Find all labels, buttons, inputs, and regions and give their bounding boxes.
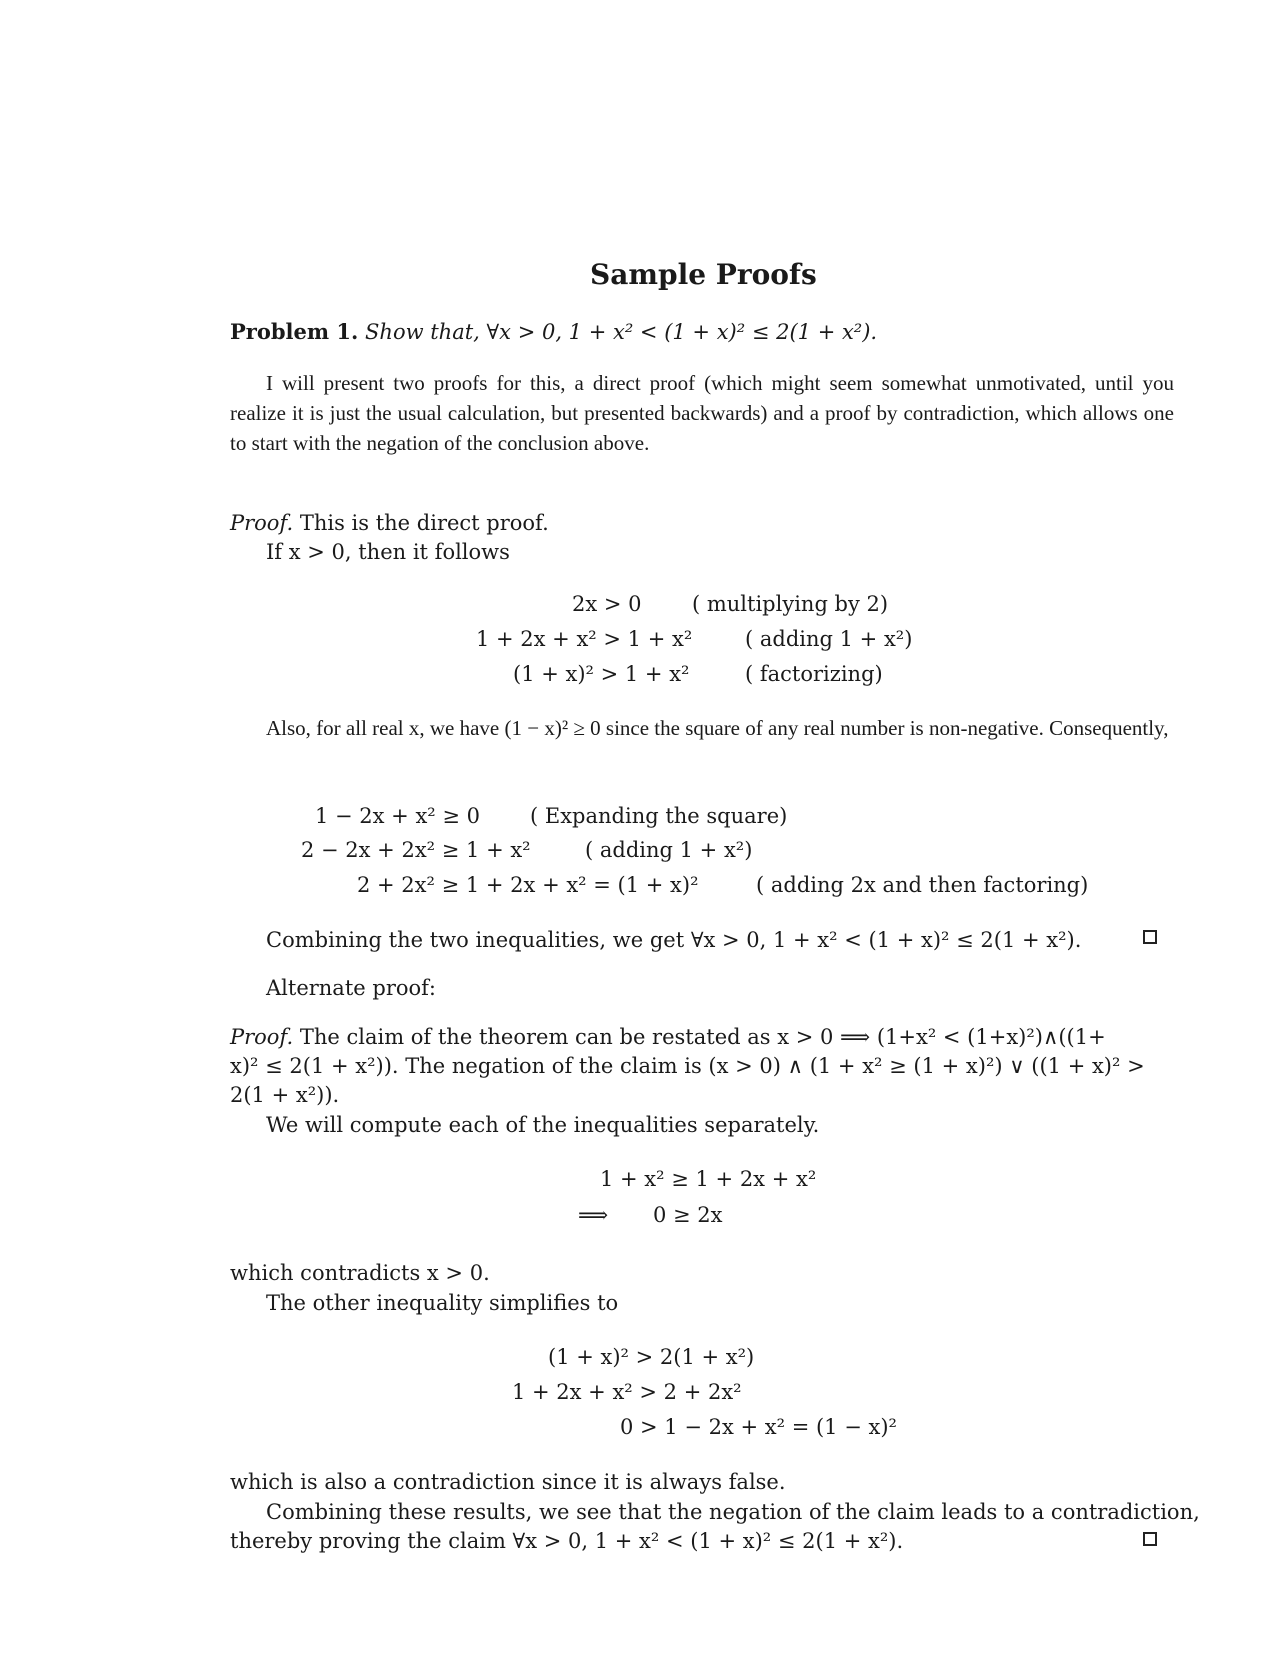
problem-line [230, 317, 877, 347]
proof2-line1 [230, 1022, 1106, 1052]
final-line-1: Combining these results, we see that the negation of the claim leads to a contradiction, [266, 1500, 1200, 1524]
eq6-lhs: 2 + 2x² ≥ 1 + 2x + x² = (1 + x)² [357, 873, 699, 897]
eqB1: (1 + x)² > 2(1 + x²) [548, 1345, 755, 1369]
eq1-note: ( multiplying by 2) [692, 592, 889, 616]
proof2-line1-text: The claim of the theorem can be restated as x > 0 ⟹ (1+x² < (1+x)²)∧((1+ [299, 1025, 1106, 1049]
eqA2: 0 ≥ 2x [653, 1203, 723, 1227]
eq2-lhs: 1 + 2x + x² > 1 + x² [476, 627, 693, 651]
also-paragraph: Also, for all real x, we have (1 − x)² ≥ 0 since the square of any real number is non-negative. Consequently, [266, 716, 1169, 740]
proof1-first-text: This is the direct proof. [299, 511, 549, 535]
proof1-second-line: If x > 0, then it follows [266, 540, 510, 564]
eq3-note: ( factorizing) [745, 662, 883, 686]
combining-line: Combining the two inequalities, we get ∀x > 0, 1 + x² < (1 + x)² ≤ 2(1 + x²). [266, 928, 1082, 952]
eq4-note: ( Expanding the square) [530, 804, 788, 828]
eq5-lhs: 2 − 2x + 2x² ≥ 1 + x² [301, 838, 531, 862]
intro-paragraph: I will present two proofs for this, a direct proof (which might seem somewhat unmotivated, until you realize it is just the usual calculation, but presented backwards) and a proof by contradiction, which allows one to start with the negation of the conclusion above. [230, 371, 1174, 455]
final-line-2: thereby proving the claim ∀x > 0, 1 + x² < (1 + x)² ≤ 2(1 + x²). [230, 1529, 904, 1553]
proof2-line3: 2(1 + x²)). [230, 1083, 340, 1107]
proof1-first-line [230, 508, 549, 538]
alternate-label: Alternate proof: [266, 976, 436, 1000]
problem-statement: Show that, ∀x > 0, 1 + x² < (1 + x)² ≤ 2(1 + x²). [365, 320, 878, 344]
page-title: Sample Proofs [590, 258, 817, 291]
qed-box-2 [1143, 1532, 1157, 1546]
implies-arrow: ⟹ [578, 1203, 609, 1227]
proof2-line2: x)² ≤ 2(1 + x²)). The negation of the claim is (x > 0) ∧ (1 + x² ≥ (1 + x)²) ∨ ((1 + x)² > [230, 1054, 1145, 1078]
proof2-line4: We will compute each of the inequalities separately. [266, 1113, 820, 1137]
eq4-lhs: 1 − 2x + x² ≥ 0 [315, 804, 481, 828]
eqB3: 0 > 1 − 2x + x² = (1 − x)² [620, 1415, 897, 1439]
proof2-label: Proof. [230, 1025, 294, 1049]
eq1-lhs: 2x > 0 [572, 592, 642, 616]
eqA1: 1 + x² ≥ 1 + 2x + x² [600, 1167, 817, 1191]
eq5-note: ( adding 1 + x²) [585, 838, 753, 862]
eq2-note: ( adding 1 + x²) [745, 627, 913, 651]
other-inequality: The other inequality simplifies to [266, 1291, 619, 1315]
problem-label: Problem 1. [230, 319, 359, 344]
contradiction-2: which is also a contradiction since it is always false. [230, 1470, 786, 1494]
contradiction-1: which contradicts x > 0. [230, 1261, 490, 1285]
eqB2: 1 + 2x + x² > 2 + 2x² [512, 1380, 742, 1404]
eq3-lhs: (1 + x)² > 1 + x² [513, 662, 690, 686]
proof1-label: Proof. [230, 511, 294, 535]
eq6-note: ( adding 2x and then factoring) [756, 873, 1089, 897]
qed-box-1 [1143, 930, 1157, 944]
